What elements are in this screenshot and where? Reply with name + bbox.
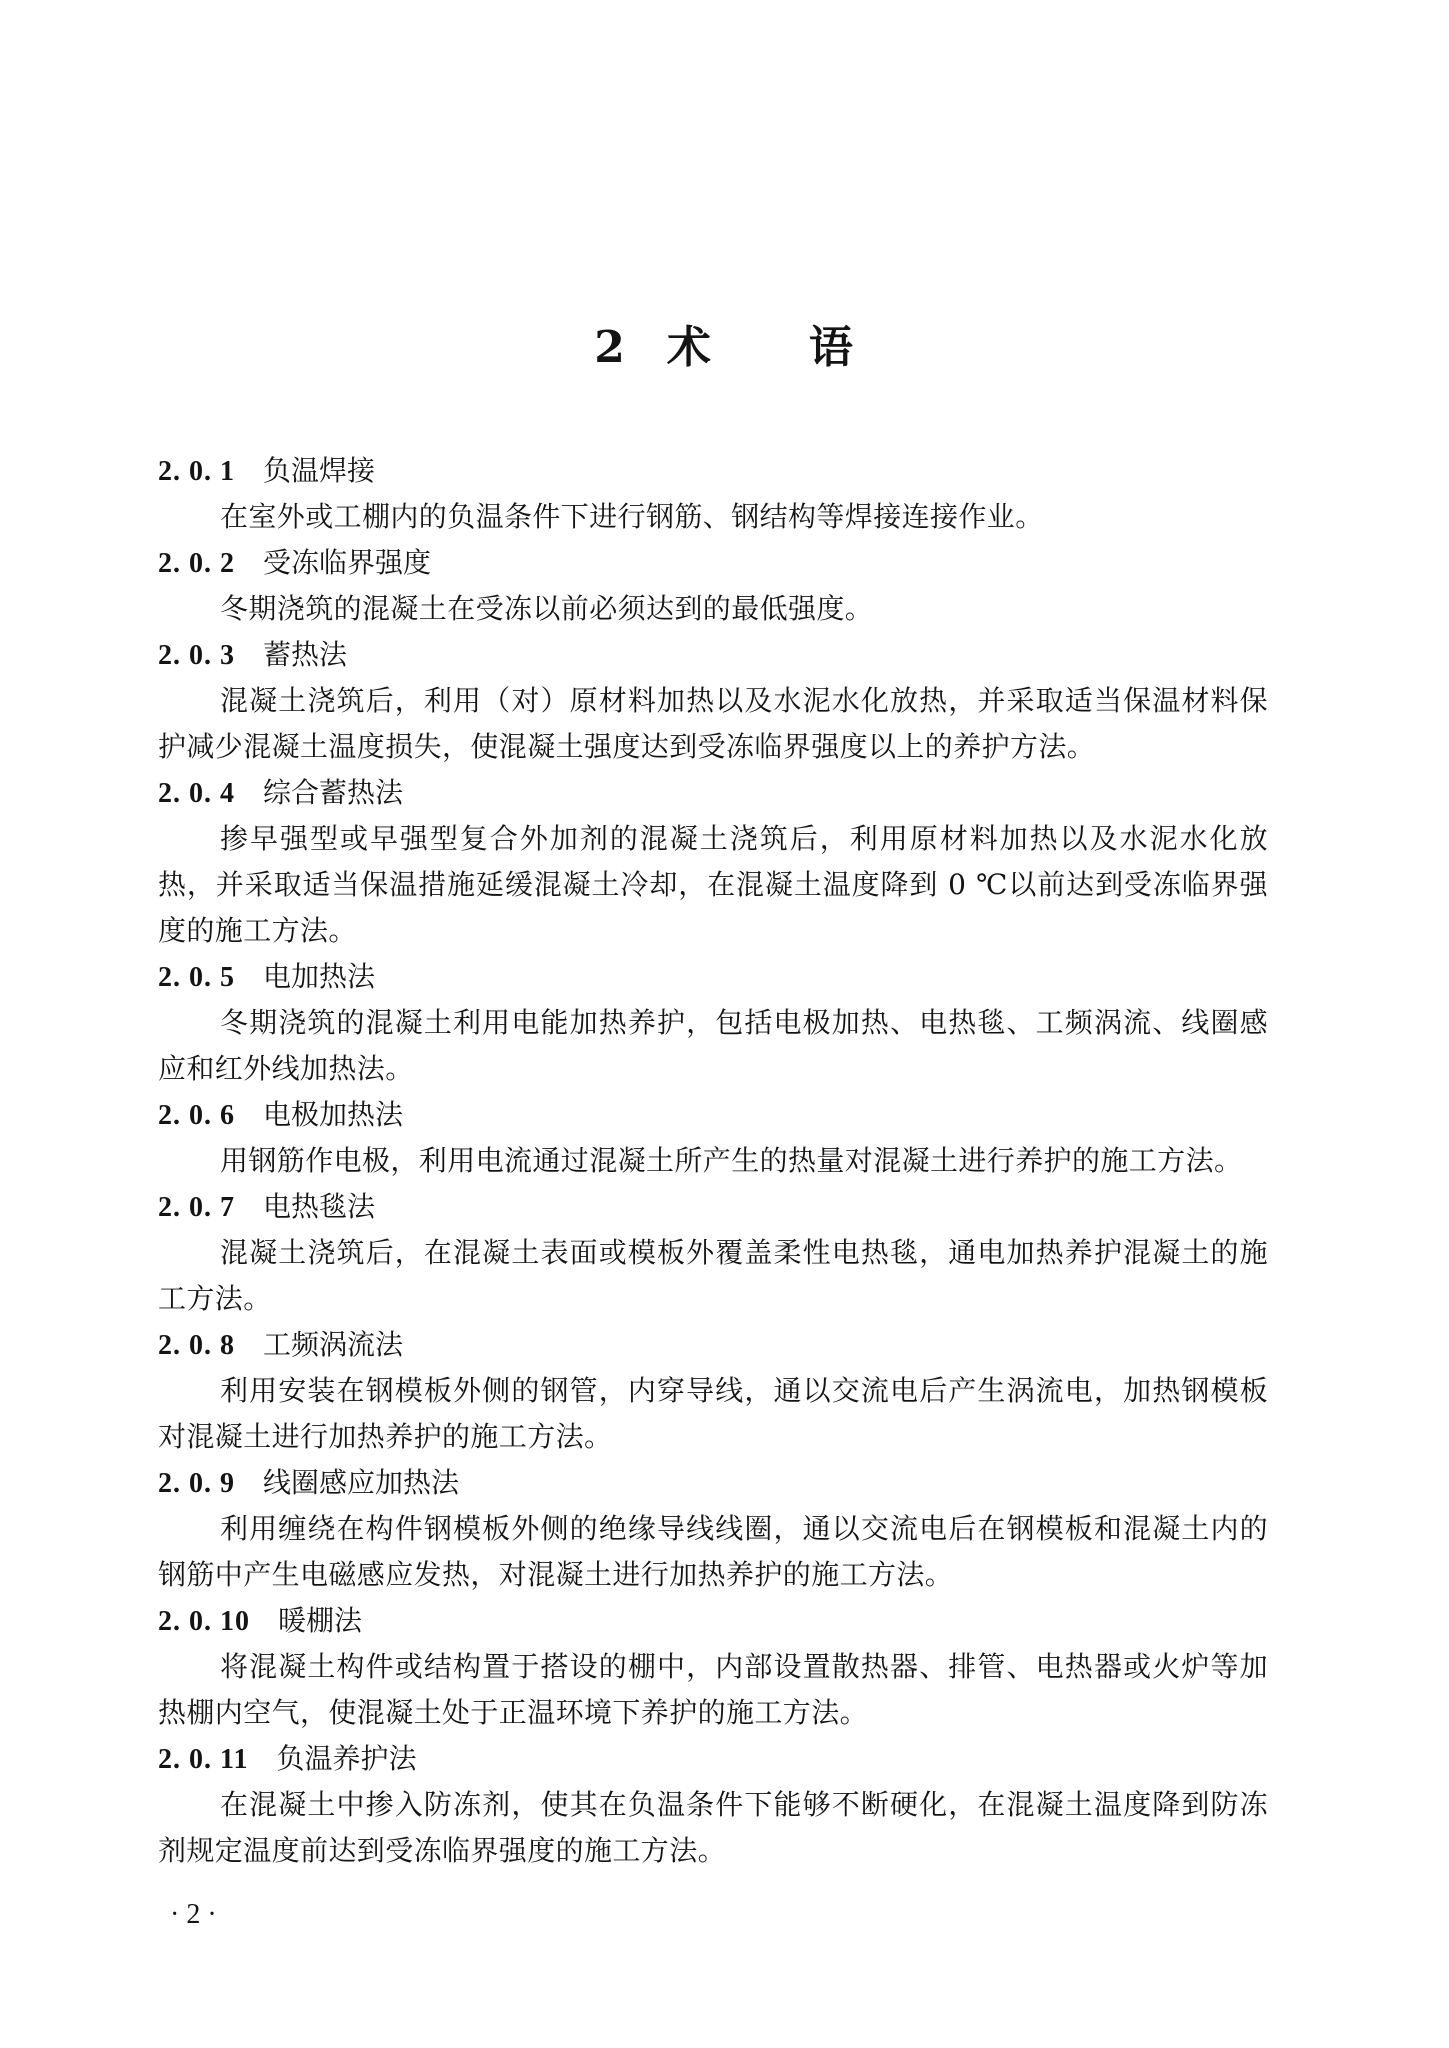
term-heading — [158, 954, 1268, 1000]
term-number: 2. 0. 9 — [158, 1468, 235, 1499]
term-number: 2. 0. 8 — [158, 1330, 235, 1361]
term-item — [158, 954, 1268, 1092]
term-name: 电加热法 — [263, 960, 376, 993]
term-heading — [158, 1598, 1268, 1644]
term-definition: 冬期浇筑的混凝土利用电能加热养护，包括电极加热、电热毯、工频涡流、线圈感应和红外线加热法。 — [158, 1006, 1268, 1085]
term-item — [158, 770, 1268, 954]
term-heading — [158, 540, 1268, 586]
term-item — [158, 1460, 1268, 1598]
term-heading — [158, 1092, 1268, 1138]
term-number: 2. 0. 7 — [158, 1192, 235, 1223]
term-definition: 混凝土浇筑后，利用（对）原材料加热以及水泥水化放热，并采取适当保温材料保护减少混凝土温度损失，使混凝土强度达到受冻临界强度以上的养护方法。 — [158, 684, 1268, 763]
term-heading — [158, 1460, 1268, 1506]
page-number: · 2 · — [170, 1899, 217, 1930]
term-item — [158, 1184, 1268, 1322]
term-definition: 掺早强型或早强型复合外加剂的混凝土浇筑后，利用原材料加热以及水泥水化放热，并采取适当保温措施延缓混凝土冷却，在混凝土温度降到 0 ℃以前达到受冻临界强度的施工方法。 — [158, 822, 1268, 947]
term-item — [158, 1092, 1268, 1184]
term-heading — [158, 632, 1268, 678]
term-item — [158, 1736, 1268, 1874]
term-number: 2. 0. 2 — [158, 548, 235, 579]
chapter-number: 2 — [594, 322, 627, 373]
term-item — [158, 1322, 1268, 1460]
term-name: 蓄热法 — [263, 638, 348, 671]
term-name: 暖棚法 — [278, 1604, 363, 1637]
term-name: 电极加热法 — [263, 1098, 404, 1131]
term-definition: 将混凝土构件或结构置于搭设的棚中，内部设置散热器、排管、电热器或火炉等加热棚内空气，使混凝土处于正温环境下养护的施工方法。 — [158, 1650, 1268, 1729]
term-heading — [158, 448, 1268, 494]
term-definition: 利用安装在钢模板外侧的钢管，内穿导线，通以交流电后产生涡流电，加热钢模板对混凝土进行加热养护的施工方法。 — [158, 1374, 1268, 1453]
term-number: 2. 0. 10 — [158, 1606, 250, 1637]
term-name: 线圈感应加热法 — [263, 1466, 460, 1499]
term-name: 负温养护法 — [276, 1742, 417, 1775]
term-definition: 用钢筋作电极，利用电流通过混凝土所产生的热量对混凝土进行养护的施工方法。 — [220, 1144, 1243, 1177]
term-number: 2. 0. 11 — [158, 1744, 249, 1775]
term-heading — [158, 770, 1268, 816]
term-name: 综合蓄热法 — [263, 776, 404, 809]
terms-list — [158, 448, 1268, 1874]
term-name: 工频涡流法 — [263, 1328, 404, 1361]
term-definition: 冬期浇筑的混凝土在受冻以前必须达到的最低强度。 — [220, 592, 874, 625]
term-number: 2. 0. 4 — [158, 778, 235, 809]
term-number: 2. 0. 3 — [158, 640, 235, 671]
term-definition: 在室外或工棚内的负温条件下进行钢筋、钢结构等焊接连接作业。 — [220, 500, 1044, 533]
term-definition: 利用缠绕在构件钢模板外侧的绝缘导线线圈，通以交流电后在钢模板和混凝土内的钢筋中产生电磁感应发热，对混凝土进行加热养护的施工方法。 — [158, 1512, 1268, 1591]
term-item — [158, 448, 1268, 540]
term-heading — [158, 1184, 1268, 1230]
term-item — [158, 632, 1268, 770]
term-heading — [158, 1736, 1268, 1782]
term-name: 受冻临界强度 — [263, 546, 432, 579]
term-item — [158, 1598, 1268, 1736]
term-name: 负温焊接 — [263, 454, 376, 487]
chapter-title-part1: 术 — [666, 322, 713, 373]
term-definition: 在混凝土中掺入防冻剂，使其在负温条件下能够不断硬化，在混凝土温度降到防冻剂规定温度前达到受冻临界强度的施工方法。 — [158, 1788, 1268, 1867]
term-definition: 混凝土浇筑后，在混凝土表面或模板外覆盖柔性电热毯，通电加热养护混凝土的施工方法。 — [158, 1236, 1268, 1315]
term-item — [158, 540, 1268, 632]
chapter-title-part2: 语 — [808, 322, 855, 373]
term-number: 2. 0. 5 — [158, 962, 235, 993]
term-number: 2. 0. 1 — [158, 456, 235, 487]
term-heading — [158, 1322, 1268, 1368]
chapter-title — [0, 318, 1449, 378]
term-number: 2. 0. 6 — [158, 1100, 235, 1131]
term-name: 电热毯法 — [263, 1190, 376, 1223]
